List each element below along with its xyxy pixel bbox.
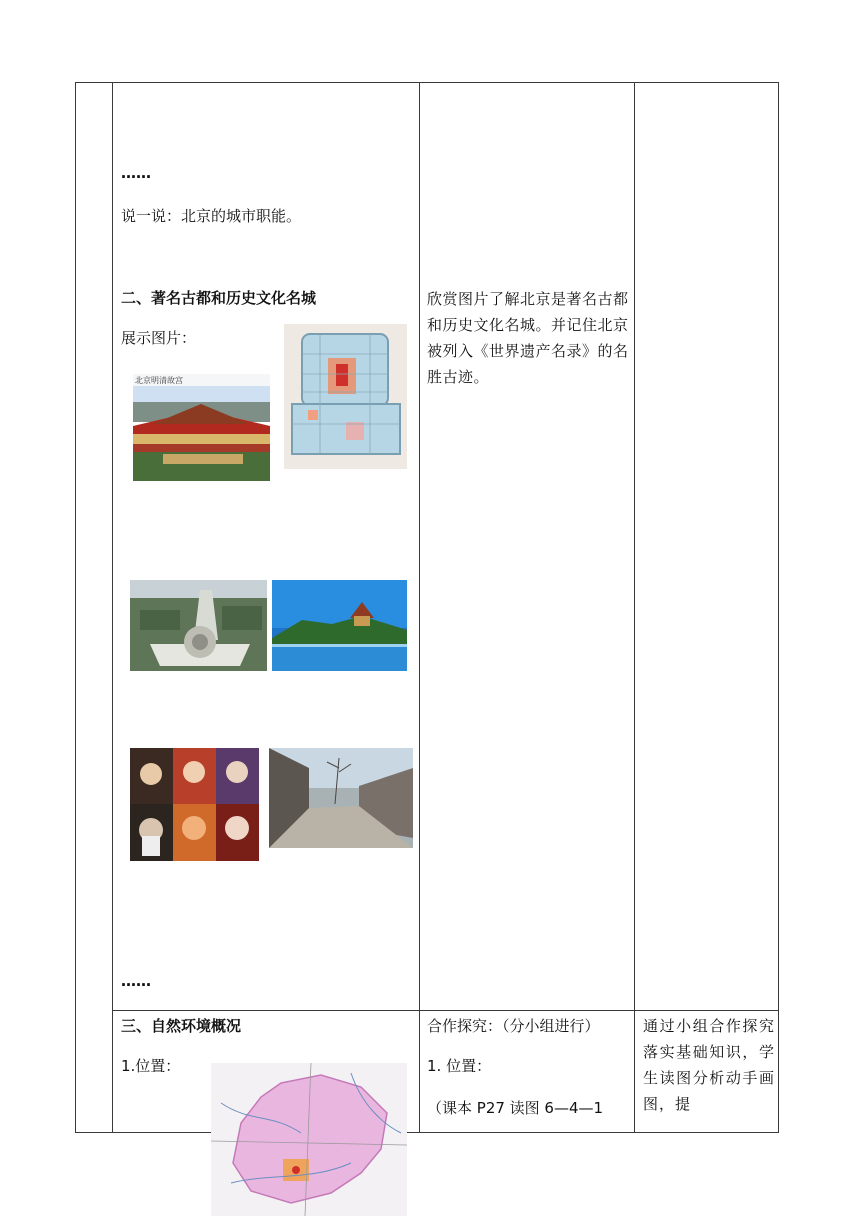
forbidden-city-photo [133, 374, 270, 481]
ellipsis-bottom: …… [121, 972, 151, 990]
peking-opera-photo [130, 748, 259, 861]
table-left-border [75, 82, 76, 1133]
section-3-title: 三、自然环境概况 [121, 1017, 242, 1035]
hutong-photo [269, 748, 413, 848]
table-col-divider-3 [634, 82, 635, 1133]
say-city-function: 说一说：北京的城市职能。 [121, 207, 302, 225]
cooperative-location-label: 1. 位置： [427, 1057, 492, 1075]
forbidden-city-caption: 北京明清故宫 [135, 376, 183, 385]
beijing-location-map [211, 1063, 407, 1216]
design-intent-text: 通过小组合作探究落实基础知识，学生读图分析动手画图，提 [643, 1017, 775, 1113]
textbook-reference: （课本 P27 读图 6—4—1 [427, 1099, 604, 1117]
ellipsis-top: …… [121, 164, 151, 182]
table-right-border [778, 82, 779, 1133]
show-pictures-label: 展示图片： [121, 329, 197, 347]
table-top-border [75, 82, 779, 83]
summer-palace-photo [272, 580, 407, 671]
table-row-divider [112, 1010, 779, 1011]
location-label: 1.位置： [121, 1057, 181, 1075]
section-2-title: 二、著名古都和历史文化名城 [121, 289, 317, 307]
ming-tombs-photo [130, 580, 267, 671]
table-bottom-border [75, 1132, 779, 1133]
appreciate-pictures-text: 欣赏图片了解北京是著名古都和历史文化名城。并记住北京被列入《世界遗产名录》的名胜古迹。 [427, 290, 629, 386]
cooperative-inquiry-title: 合作探究：（分小组进行） [427, 1017, 600, 1035]
table-col-divider-1 [112, 82, 113, 1133]
table-col-divider-2 [419, 82, 420, 1133]
old-city-map [284, 324, 407, 469]
